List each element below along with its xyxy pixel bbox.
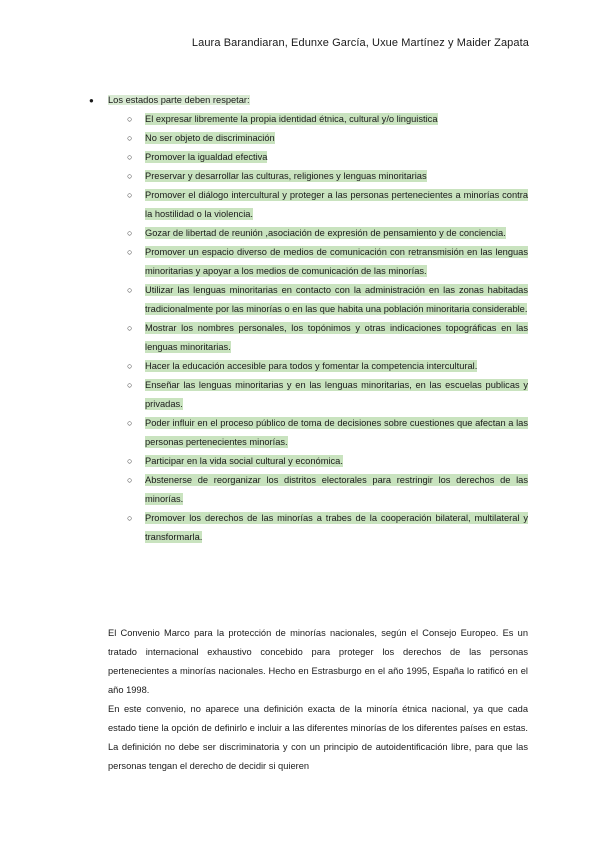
- circle-bullet-icon: ○: [127, 475, 133, 485]
- list-item: [127, 281, 528, 319]
- list-item-text: No ser objeto de discriminación: [145, 133, 275, 143]
- circle-bullet-icon: ○: [127, 456, 133, 466]
- bullet-icon: ●: [89, 96, 94, 105]
- list-item: [127, 129, 528, 148]
- list-item-text: El expresar libremente la propia identidad étnica, cultural y/o linguistica: [145, 114, 438, 124]
- list-item-text: Promover un espacio diverso de medios de comunicación con retransmisión en las lenguas minoritarias y apoyar a los medios de comunicación de las minorías.: [145, 247, 528, 276]
- list-item-text: Promover los derechos de las minorías a trabes de la cooperación bilateral, multilateral y transformarla.: [145, 513, 528, 542]
- list-item: [127, 148, 528, 167]
- list-item-text: Mostrar los nombres personales, los topónimos y otras indicaciones topográficas en las lenguas minoritarias.: [145, 323, 528, 352]
- body-paragraphs: [108, 624, 528, 776]
- body-paragraph: El Convenio Marco para la protección de minorías nacionales, según el Consejo Europeo. Es un tratado internacional exhaustivo concebido para proteger los derechos de las personas pertenecientes a minorías nacionales. Hecho en Estrasburgo en el año 1995, España lo ratificó en el año 1998.: [108, 628, 528, 695]
- list-item: [127, 452, 528, 471]
- circle-bullet-icon: ○: [127, 171, 133, 181]
- list-intro-text: Los estados parte deben respetar:: [108, 95, 250, 105]
- circle-bullet-icon: ○: [127, 418, 133, 428]
- page-header-authors: Laura Barandiaran, Edunxe García, Uxue Martínez y Maider Zapata: [191, 37, 529, 49]
- circle-bullet-icon: ○: [127, 114, 133, 124]
- body-paragraph: En este convenio, no aparece una definición exacta de la minoría étnica nacional, ya que cada estado tiene la opción de definirlo e incluir a las diferentes minorías de los diferentes países en estas. La definición no debe ser discriminatoria y con un principio de autoidentificación libre, para que las personas tengan el derecho de decidir si quieren: [108, 704, 528, 771]
- sub-list: [108, 110, 528, 547]
- circle-bullet-icon: ○: [127, 513, 133, 523]
- list-item-text: Promover la igualdad efectiva: [145, 152, 268, 162]
- circle-bullet-icon: ○: [127, 380, 133, 390]
- list-item: [127, 357, 528, 376]
- list-item: [127, 167, 528, 186]
- list-item: [127, 110, 528, 129]
- list-item-text: Enseñar las lenguas minoritarias y en las lenguas minoritarias, en las escuelas publicas y privadas.: [145, 380, 528, 409]
- circle-bullet-icon: ○: [127, 361, 133, 371]
- list-item-text: Hacer la educación accesible para todos y fomentar la competencia intercultural.: [145, 361, 478, 371]
- list-item-text: Utilizar las lenguas minoritarias en contacto con la administración en las zonas habitadas tradicionalmente por las minorías o en las que habita una población minoritaria considerable.: [145, 285, 528, 314]
- list-item: [127, 471, 528, 509]
- list-intro: [89, 91, 528, 110]
- circle-bullet-icon: ○: [127, 133, 133, 143]
- list-item: [127, 319, 528, 357]
- circle-bullet-icon: ○: [127, 190, 133, 200]
- list-item-text: Gozar de libertad de reunión ,asociación de expresión de pensamiento y de conciencia.: [145, 228, 506, 238]
- list-item: [127, 243, 528, 281]
- list-item-text: Promover el diálogo intercultural y proteger a las personas pertenecientes a minorías contra la hostilidad o la violencia.: [145, 190, 528, 219]
- circle-bullet-icon: ○: [127, 285, 133, 295]
- list-item-text: Poder influir en el proceso público de toma de decisiones sobre cuestiones que afectan a las personas pertenecientes minorías.: [145, 418, 528, 447]
- circle-bullet-icon: ○: [127, 247, 133, 257]
- list-item: [127, 414, 528, 452]
- list-item: [127, 224, 528, 243]
- circle-bullet-icon: ○: [127, 152, 133, 162]
- list-item: [127, 376, 528, 414]
- list-item: [127, 509, 528, 547]
- list-item-text: Preservar y desarrollar las culturas, religiones y lenguas minoritarias: [145, 171, 427, 181]
- list-item: [127, 186, 528, 224]
- list-item-text: Participar en la vida social cultural y económica.: [145, 456, 343, 466]
- rights-list: [89, 91, 528, 547]
- list-item-text: Abstenerse de reorganizar los distritos electorales para restringir los derechos de las minorías.: [145, 475, 528, 504]
- circle-bullet-icon: ○: [127, 323, 133, 333]
- circle-bullet-icon: ○: [127, 228, 133, 238]
